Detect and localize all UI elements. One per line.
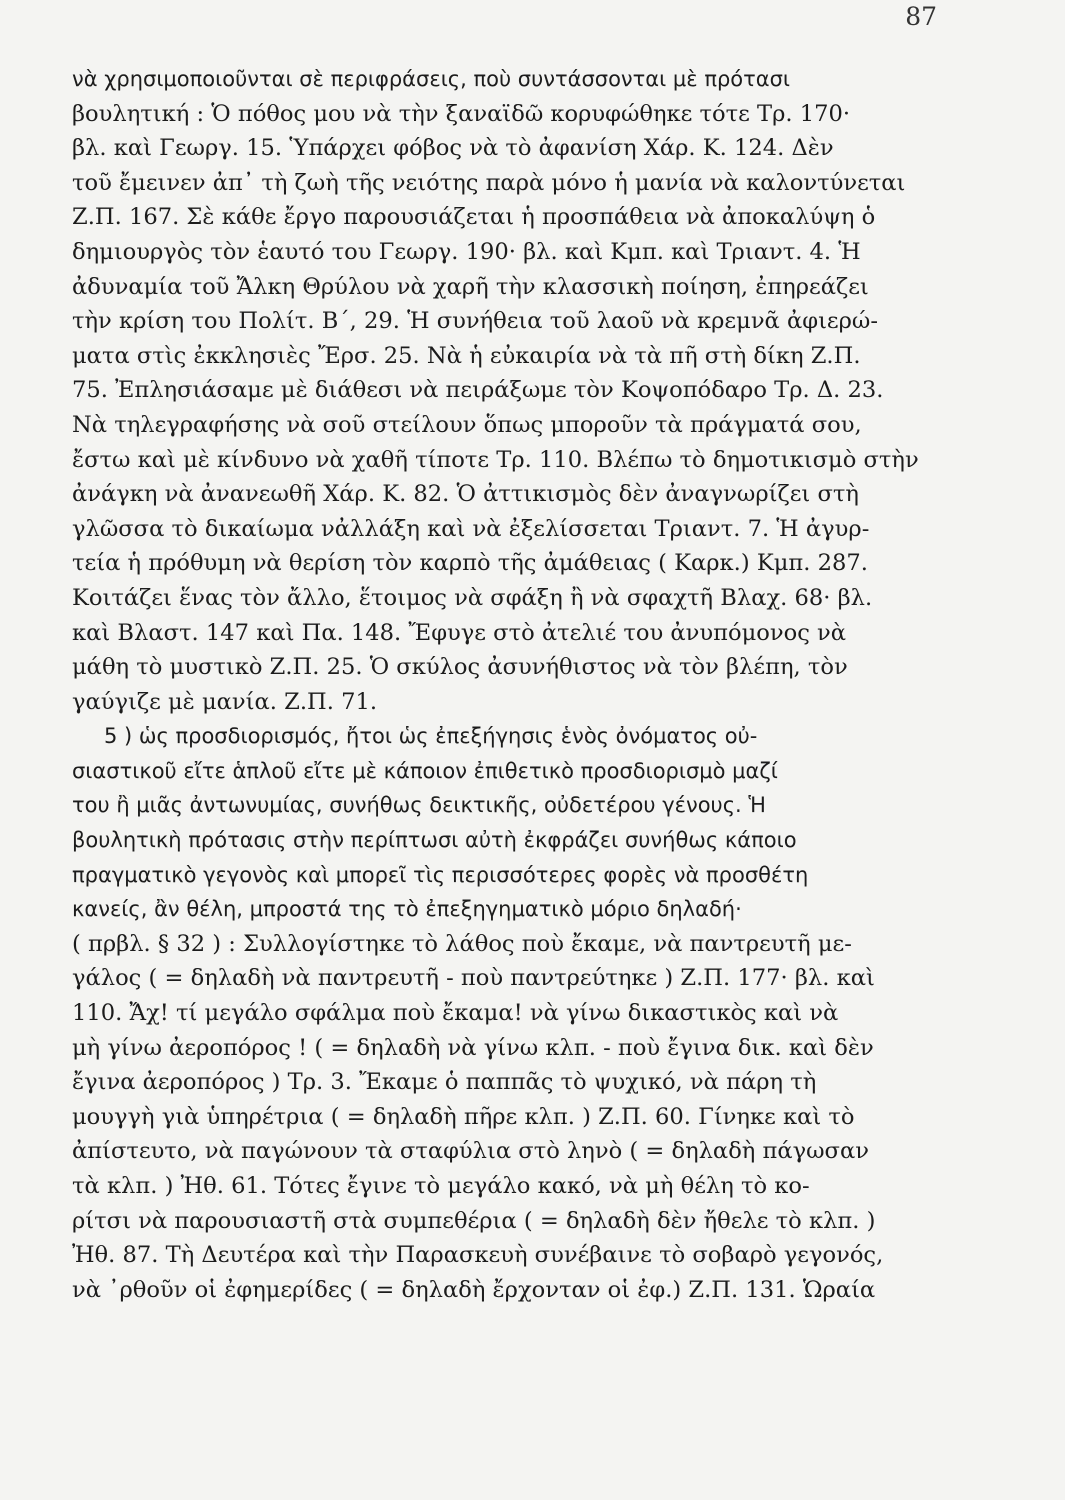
text-line: γαύγιζε μὲ μανία. Ζ.Π. 71. <box>72 688 378 715</box>
text-line: μάθη τὸ μυστικὸ Ζ.Π. 25. Ὁ σκύλος ἀσυνήθιστος νὰ τὸν βλέπη, τὸν <box>72 654 848 681</box>
text-line: δημιουργὸς τὸν ἑαυτό του Γεωργ. 190· βλ. καὶ Κμπ. καὶ Τριαντ. 4. Ἡ <box>72 238 861 265</box>
text-line: ἔστω καὶ μὲ κίνδυνο νὰ χαθῆ τίποτε Τρ. 110. Βλέπω τὸ δημοτικισμὸ στὴν <box>72 446 919 473</box>
text-line: Νὰ τηλεγραφήσης νὰ σοῦ στείλουν ὅπως μποροῦν τὰ πράγματά σου, <box>72 411 862 438</box>
text-line: τὴν κρίση του Πολίτ. Β΄, 29. Ἡ συνήθεια τοῦ λαοῦ νὰ κρεμνᾶ ἀφιερώ- <box>72 308 878 335</box>
text-line: βλ. καὶ Γεωργ. 15. Ὑπάρχει φόβος νὰ τὸ ἀφανίση Χάρ. Κ. 124. Δὲν <box>72 135 834 162</box>
text-line: τὰ κλπ. ) Ἠθ. 61. Τότες ἔγινε τὸ μεγάλο κακό, νὰ μὴ θέλη τὸ κο- <box>72 1173 810 1199</box>
text-line: τοῦ ἔμεινεν ἀπ᾽ τὴ ζωὴ τῆς νειότης παρὰ μόνο ἡ μανία νὰ καλοντύνεται <box>72 169 906 196</box>
text-line: πραγματικὸ γεγονὸς καὶ μπορεῖ τὶς περισσότερες φορὲς νὰ προσθέτη <box>72 862 809 887</box>
text-line: τεία ἡ πρόθυμη νὰ θερίση τὸν καρπὸ τῆς ἀμάθειας ( Καρκ.) Κμπ. 287. <box>72 550 868 577</box>
text-line: Ἠθ. 87. Τὴ Δευτέρα καὶ τὴν Παρασκευὴ συνέβαινε τὸ σοβαρὸ γεγονός, <box>72 1242 884 1269</box>
text-line: γλῶσσα τὸ δικαίωμα νἀλλάξη καὶ νὰ ἐξελίσσεται Τριαντ. 7. Ἡ ἀγυρ- <box>72 515 870 542</box>
text-line: καὶ Βλαστ. 147 καὶ Πα. 148. Ἔφυγε στὸ ἀτελιέ του ἀνυπόμονος νὰ <box>72 619 847 646</box>
text-line: του ἢ μιᾶς ἀντωνυμίας, συνήθως δεικτικῆς, οὐδετέρου γένους. Ἡ <box>72 793 766 818</box>
text-line: κανείς, ἂν θέλη, μπροστά της τὸ ἐπεξηγηματικὸ μόριο δηλαδή· <box>72 897 742 922</box>
text-line: γάλος ( = δηλαδὴ νὰ παντρευτῆ - ποὺ παντρεύτηκε ) Ζ.Π. 177· βλ. καὶ <box>72 965 875 992</box>
text-line: ματα στὶς ἐκκλησιὲς Ἔρσ. 25. Νὰ ἡ εὐκαιρία νὰ τὰ πῆ στὴ δίκη Ζ.Π. <box>72 342 861 369</box>
text-line: ἀδυναμία τοῦ Ἄλκη Θρύλου νὰ χαρῆ τὴν κλασσικὴ ποίηση, ἐπηρεάζει <box>72 273 869 300</box>
text-line: ρίτσι νὰ παρουσιαστῆ στὰ συμπεθέρια ( = δηλαδὴ δὲν ἤθελε τὸ κλπ. ) <box>72 1207 876 1234</box>
text-line: 75. Ἐπλησιάσαμε μὲ διάθεσι νὰ πειράξωμε τὸν Κοψοπόδαρο Τρ. Δ. 23. <box>72 377 884 404</box>
text-line: 110. Ἄχ! τί μεγάλο σφάλμα ποὺ ἔκαμα! νὰ γίνω δικαστικὸς καὶ νὰ <box>72 1000 839 1027</box>
text-line: βουλητικὴ πρότασις στὴν περίπτωσι αὐτὴ ἐκφράζει συνήθως κάποιο <box>72 828 797 853</box>
text-line: Κοιτάζει ἕνας τὸν ἄλλο, ἕτοιμος νὰ σφάξη ἢ νὰ σφαχτῆ Βλαχ. 68· βλ. <box>72 584 873 611</box>
page-number: 87 <box>905 2 937 31</box>
text-line: νὰ χρησιμοποιοῦνται σὲ περιφράσεις, ποὺ συντάσσονται μὲ πρότασι <box>72 67 791 91</box>
text-line: ( πρβλ. § 32 ) : Συλλογίστηκε τὸ λάθος ποὺ ἔκαμε, νὰ παντρευτῆ με- <box>72 930 852 957</box>
text-line: σιαστικοῦ εἴτε ἁπλοῦ εἴτε μὲ κάποιον ἐπιθετικὸ προσδιορισμὸ μαζί <box>72 758 778 783</box>
text-line: Ζ.Π. 167. Σὲ κάθε ἔργο παρουσιάζεται ἡ προσπάθεια νὰ ἀποκαλύψη ὁ <box>72 204 876 231</box>
text-line: νὰ ᾽ρθοῦν οἱ ἐφημερίδες ( = δηλαδὴ ἔρχονταν οἱ ἐφ.) Ζ.Π. 131. Ὡραία <box>72 1276 876 1303</box>
text-line: μὴ γίνω ἀεροπόρος ! ( = δηλαδὴ νὰ γίνω κλπ. - ποὺ ἔγινα δικ. καὶ δὲν <box>72 1034 874 1061</box>
text-line: ἔγινα ἀεροπόρος ) Τρ. 3. Ἔκαμε ὁ παππᾶς τὸ ψυχικό, νὰ πάρη τὴ <box>72 1069 817 1096</box>
text-line: βουλητική : Ὁ πόθος μου νὰ τὴν ξαναϊδῶ κορυφώθηκε τότε Τρ. 170· <box>72 100 851 127</box>
text-line: ἀνάγκη νὰ ἀνανεωθῆ Χάρ. Κ. 82. Ὁ ἀττικισμὸς δὲν ἀναγνωρίζει στὴ <box>72 481 859 508</box>
text-line: μουγγὴ γιὰ ὑπηρέτρια ( = δηλαδὴ πῆρε κλπ. ) Ζ.Π. 60. Γίνηκε καὶ τὸ <box>72 1103 855 1130</box>
section-heading-line: 5 ) ὡς προσδιορισμός, ἤτοι ὡς ἐπεξήγησις ἑνὸς ὀνόματος οὐ- <box>104 724 758 749</box>
body-text <box>72 62 952 1307</box>
text-line: ἀπίστευτο, νὰ παγώνουν τὰ σταφύλια στὸ ληνὸ ( = δηλαδὴ πάγωσαν <box>72 1138 869 1165</box>
